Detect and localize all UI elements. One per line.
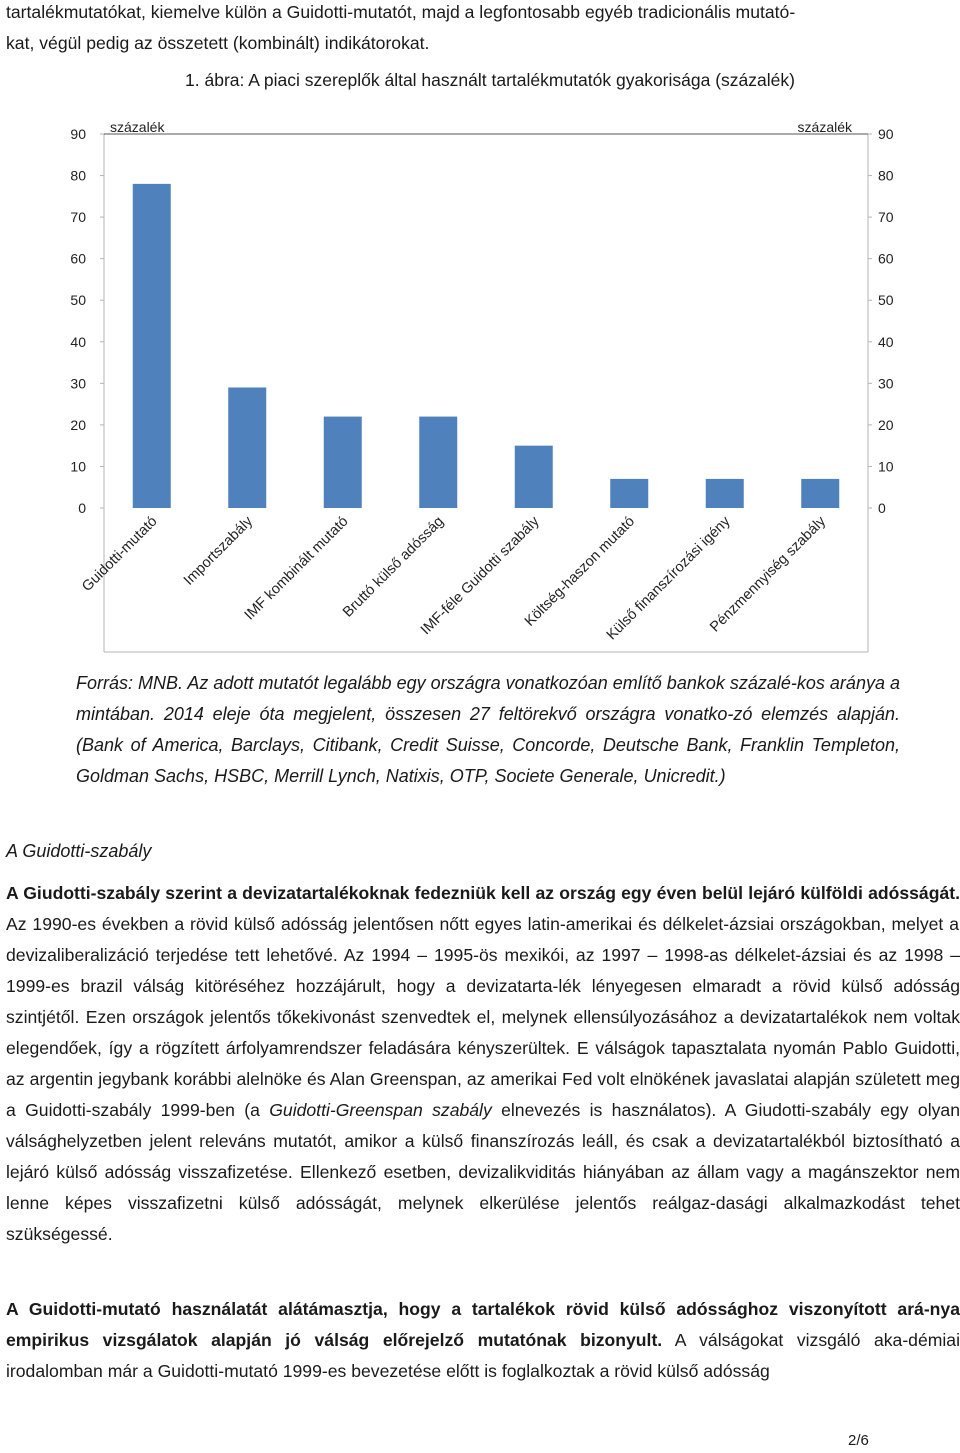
x-tick-label-2: Importszabály [180, 513, 257, 589]
paragraph-1-bold-lead: A Giudotti-szabály szerint a devizatartalékoknak fedezniük kell az ország egy éven belül lejáró külföldi adósságát. [6, 883, 960, 903]
bar-1 [133, 184, 171, 508]
paragraph-guidotti-rule [6, 878, 960, 1250]
y-axis-label-left: százalék [110, 119, 165, 135]
y-tick-label-left: 40 [70, 333, 86, 350]
y-tick-label-left: 30 [70, 375, 86, 392]
y-tick-label-right: 10 [878, 458, 894, 475]
paragraph-guidotti-indicator [6, 1294, 960, 1387]
y-tick-label-right: 90 [878, 126, 894, 142]
y-tick-label-left: 80 [70, 167, 86, 184]
paragraph-1-text-b: elnevezés is használatos). A Giudotti-szabály egy olyan válsághelyzetben jelent releváns mutatót, amikor a külső finanszírozás leáll, és csak a devizatartalékból biztosítható a lejáró külső adósság visszafizetése. Ellenkező esetben, devizalikviditás hiányában az állam vagy a magánszektor nem lenne képes visszafizetni külső adósságát, melynek elkerülése jelentős reálgaz-dasági alkalmazkodást tehet szükségessé. [6, 1100, 960, 1244]
x-tick-label-3: IMF kombinált mutató [241, 513, 352, 624]
x-tick-label-6: Költség-haszon mutató [521, 513, 639, 630]
paragraph-2-bold-lead: A Guidotti-mutató használatát alátámasztja, hogy a tartalékok rövid külső adóssághoz viszonyított ará-nya empirikus vizsgálatok alapján jó válság előrejelző mutatónak bizonyult. [6, 1299, 960, 1350]
intro-line-2: kat, végül pedig az összetett (kombinált) indikátorokat. [6, 33, 430, 53]
x-tick-label-1: Guidotti-mutató [79, 513, 161, 595]
intro-line-1: tartalékmutatókat, kiemelve külön a Guidotti-mutatót, majd a legfontosabb egyéb tradicionális mutató- [6, 2, 796, 22]
bar-chart [0, 100, 960, 660]
y-tick-label-left: 10 [70, 458, 86, 475]
y-axis-label-right: százalék [797, 119, 852, 135]
y-tick-label-left: 60 [70, 250, 86, 267]
paragraph-1-text-a: Az 1990-es években a rövid külső adósság jelentősen nőtt egyes latin-amerikai és délkelet-ázsiai országokban, melyet a devizaliberalizáció terjedése tett lehetővé. Az 1994 – 1995-ös mexikói, az 1997 – 1998-as délkelet-ázsiai és az 1998 – 1999-es brazil válság kitöréséhez hozzájárult, hogy a devizatarta-lék lényegesen elmaradt a rövid külső adósság szintjétől. Ezen országok jelentős tőkekivonást szenvedtek el, melynek ellensúlyozásához a devizatartalékok nem voltak elegendőek, így a rögzített árfolyamrendszer feladására kényszerültek. E válságok tapasztalata nyomán Pablo Guidotti, az argentin jegybank korábbi alelnöke és Alan Greenspan, az amerikai Fed volt elnökének javaslatai alapján született meg a Guidotti-szabály 1999-ben (a [6, 914, 960, 1120]
bar-3 [324, 417, 362, 508]
section-heading: A Guidotti-szabály [6, 841, 152, 861]
bar-6 [610, 479, 648, 508]
x-tick-label-7: Külső finanszírozási igény [603, 513, 734, 644]
figure-caption: 1. ábra: A piaci szereplők által használt tartalékmutatók gyakorisága (százalék) [185, 70, 795, 90]
x-tick-label-4: Bruttó külső adósság [340, 513, 448, 621]
bar-5 [515, 446, 553, 508]
y-tick-label-left: 20 [70, 416, 86, 433]
y-tick-label-right: 30 [878, 375, 894, 392]
y-tick-label-left: 90 [70, 126, 86, 142]
y-tick-label-right: 80 [878, 167, 894, 184]
bar-8 [801, 479, 839, 508]
paragraph-1-italic-term: Guidotti-Greenspan szabály [269, 1100, 492, 1120]
y-tick-label-right: 70 [878, 209, 894, 226]
paragraph-2-text: A válságokat vizsgáló aka-démiai irodalomban már a Guidotti-mutató 1999-es bevezetése előtt is foglalkoztak a rövid külső adósság [6, 1330, 960, 1381]
page-number: 2/6 [848, 1432, 869, 1449]
intro-paragraph [6, 0, 960, 59]
figure-source-note: Forrás: MNB. Az adott mutatót legalább egy országra vonatkozóan említő bankok százalé-kos aránya a mintában. 2014 eleje óta megjelent, összesen 27 feltörekvő országra vonatko-zó elemzés alapján. (Bank of America, Barclays, Citibank, Credit Suisse, Concorde, Deutsche Bank, Franklin Templeton, Goldman Sachs, HSBC, Merrill Lynch, Natixis, OTP, Societe Generale, Unicredit.) [76, 673, 900, 786]
x-tick-label-5: IMF-féle Guidotti szabály [417, 513, 543, 639]
y-tick-label-right: 60 [878, 250, 894, 267]
y-tick-label-right: 50 [878, 292, 894, 309]
y-tick-label-left: 0 [78, 500, 86, 516]
y-tick-label-right: 20 [878, 416, 894, 433]
y-tick-label-right: 40 [878, 333, 894, 350]
bar-2 [228, 387, 266, 508]
y-tick-label-left: 70 [70, 209, 86, 226]
y-tick-label-left: 50 [70, 292, 86, 309]
x-tick-label-8: Pénzmennyiség szabály [707, 513, 830, 636]
bar-4 [419, 417, 457, 508]
y-tick-label-right: 0 [878, 500, 886, 516]
bar-7 [706, 479, 744, 508]
